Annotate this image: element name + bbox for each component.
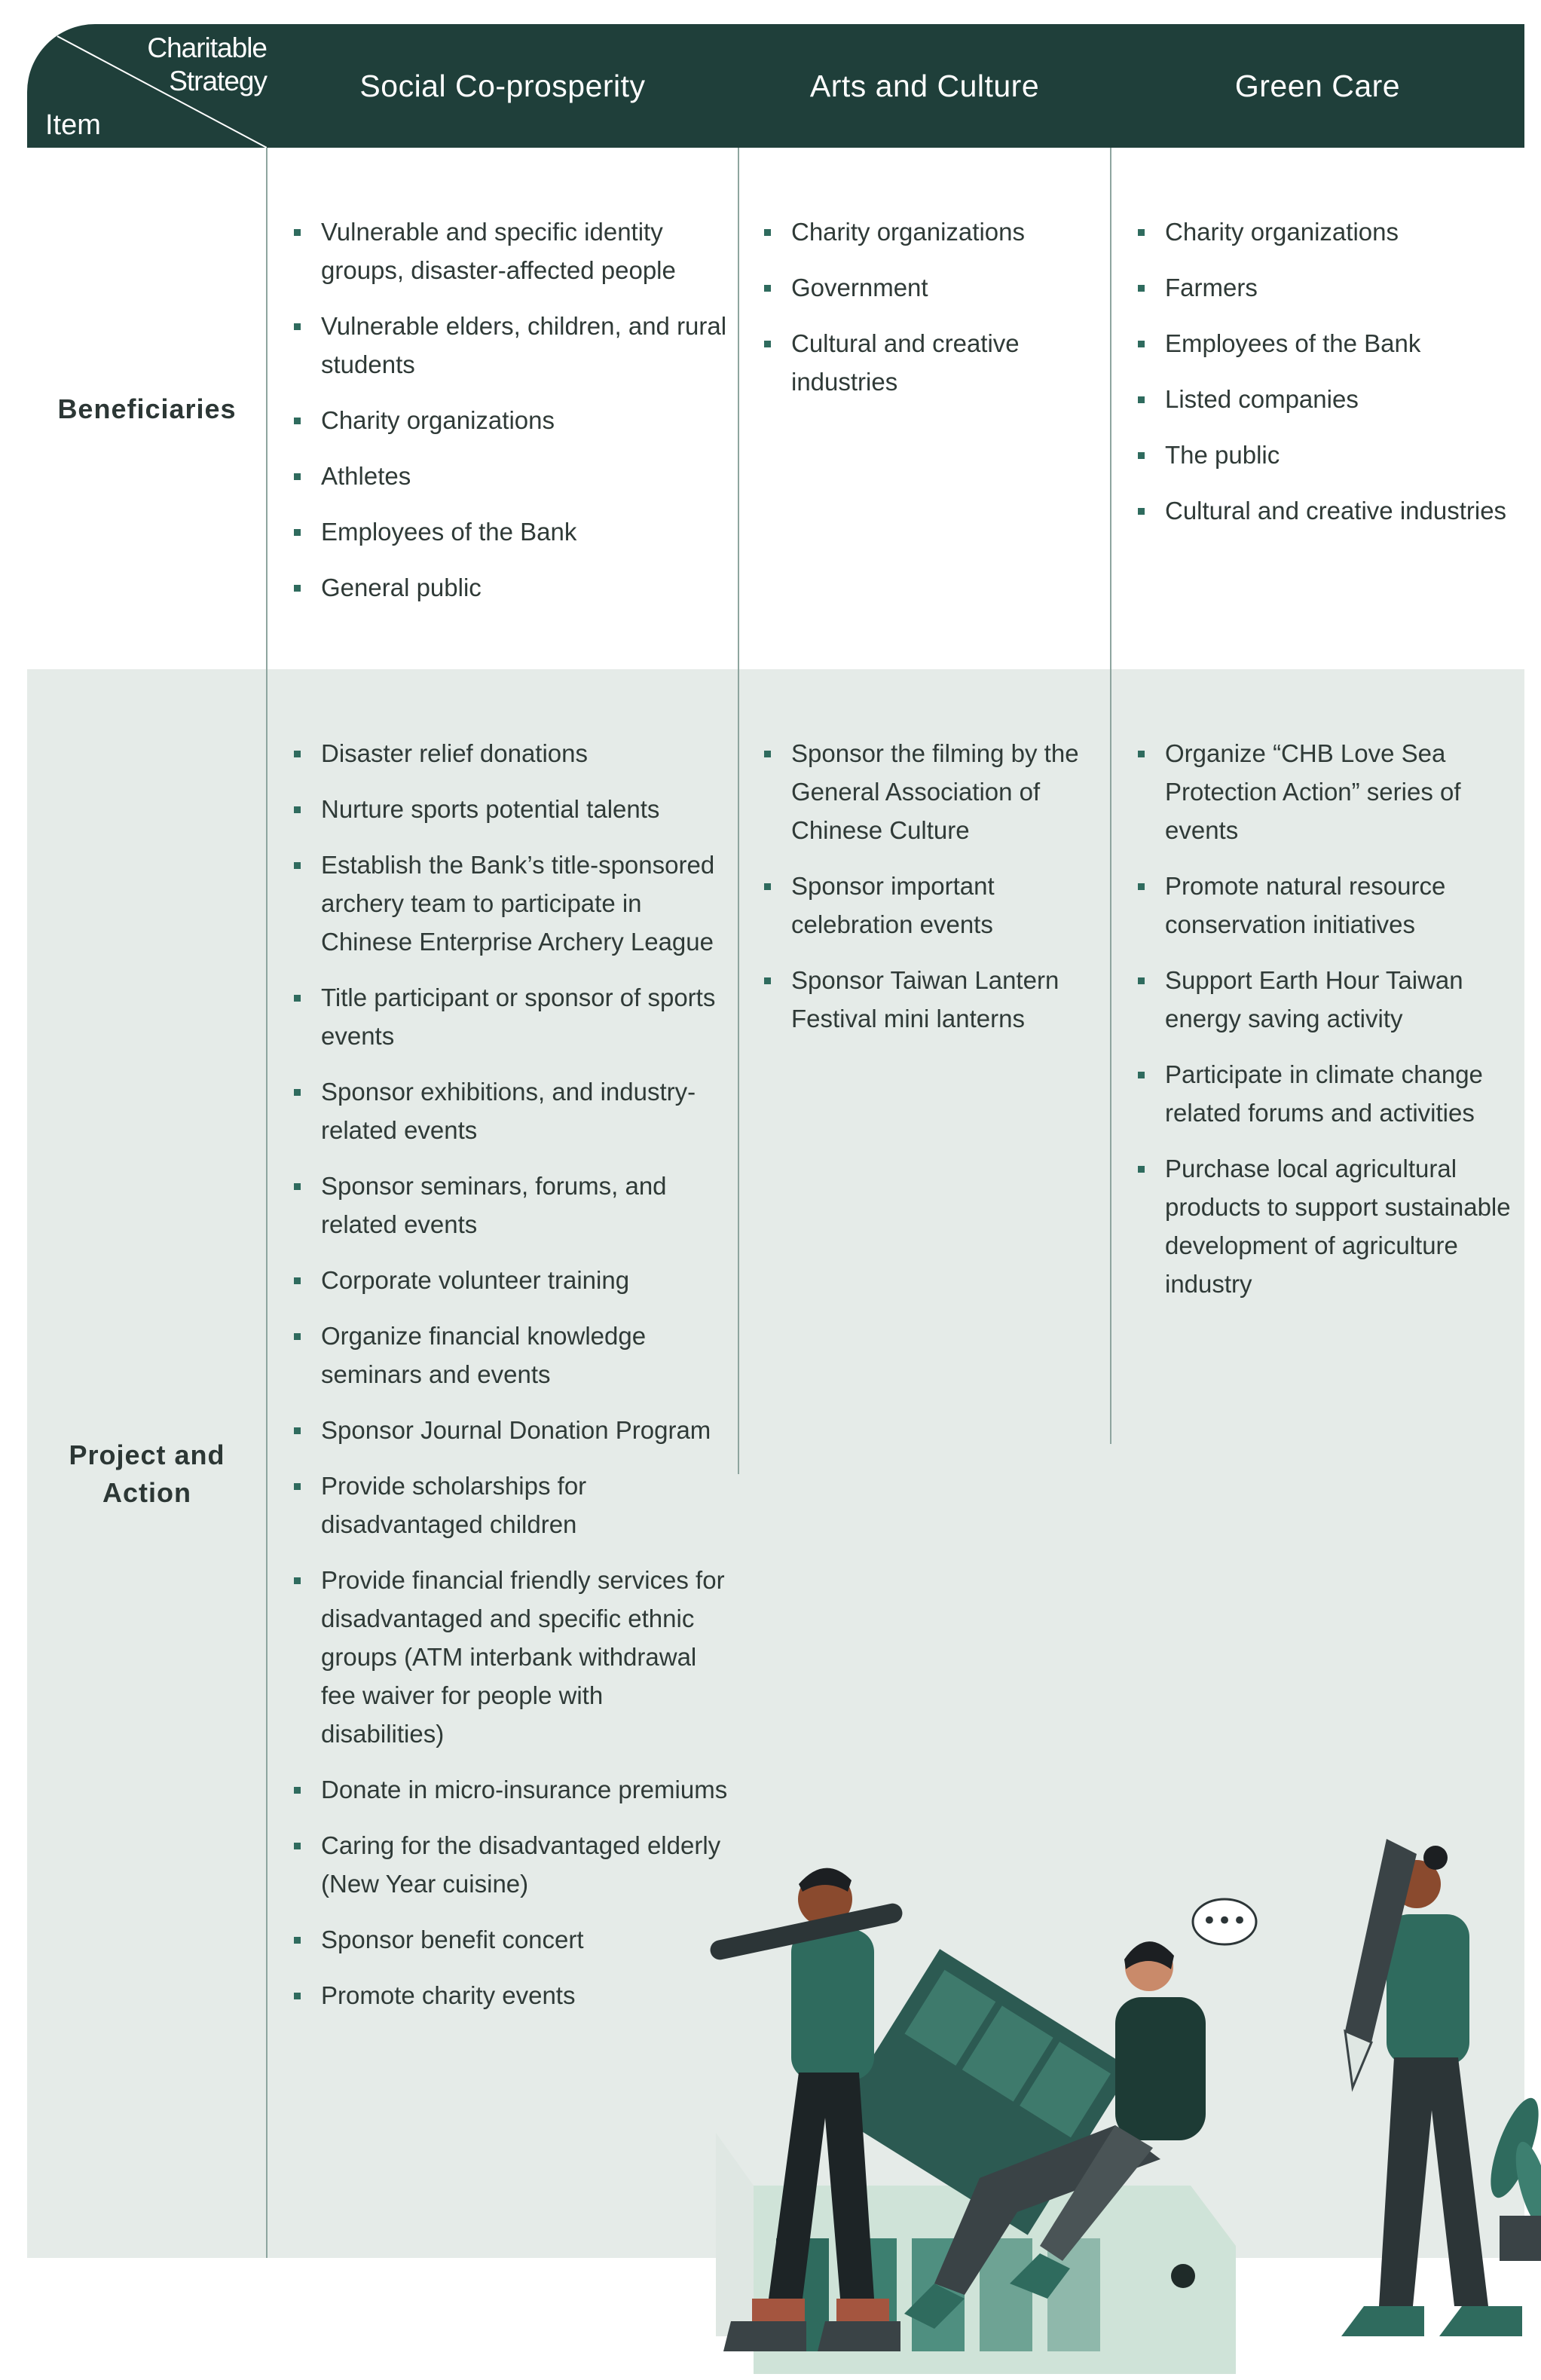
column-divider-2: [738, 148, 739, 1474]
corner-strategy-line2: Strategy: [169, 66, 267, 96]
list-item: [292, 401, 729, 439]
bullet-icon: [294, 1483, 301, 1490]
corner-item-label: Item: [45, 109, 101, 141]
bullet-icon: [294, 418, 301, 424]
list-item-text: Sponsor benefit concert: [321, 1926, 584, 1953]
list-item: [292, 978, 729, 1055]
bullet-icon: [294, 1577, 301, 1584]
bullet-icon: [294, 229, 301, 236]
bullet-icon: [294, 1333, 301, 1340]
row-label-project-line2: Action: [102, 1477, 191, 1508]
list-item-text: Employees of the Bank: [1165, 329, 1421, 357]
list-item: [1136, 380, 1513, 418]
list-item-text: Sponsor seminars, forums, and related events: [321, 1172, 667, 1238]
bullet-icon: [1138, 751, 1145, 757]
list-item-text: Listed companies: [1165, 385, 1359, 413]
list-item: [1136, 436, 1513, 474]
list-item-text: Charity organizations: [1165, 218, 1399, 246]
list-item-text: Establish the Bank’s title-sponsored archery team to participate in Chinese Enterprise Archery League: [321, 851, 715, 956]
list-item: [1136, 961, 1513, 1038]
project-green-list: [1136, 734, 1513, 1320]
bullet-icon: [1138, 1072, 1145, 1078]
bullet-icon: [294, 1277, 301, 1284]
list-item-text: Organize “CHB Love Sea Protection Action” series of events: [1165, 739, 1461, 844]
bullet-icon: [294, 1787, 301, 1794]
bullet-icon: [1138, 977, 1145, 984]
list-item-text: Sponsor important celebration events: [791, 872, 995, 938]
bullet-icon: [1138, 452, 1145, 459]
list-item: [292, 1561, 729, 1753]
bullet-icon: [294, 1089, 301, 1096]
list-item-text: Government: [791, 274, 928, 301]
bullet-icon: [764, 229, 771, 236]
bullet-icon: [294, 1843, 301, 1849]
bullet-icon: [294, 806, 301, 813]
list-item: [1136, 268, 1513, 307]
bullet-icon: [294, 529, 301, 536]
list-item-text: Organize financial knowledge seminars and events: [321, 1322, 647, 1388]
bullet-icon: [1138, 883, 1145, 890]
bullet-icon: [1138, 396, 1145, 403]
list-item-text: General public: [321, 574, 482, 601]
list-item: [1136, 491, 1513, 530]
bullet-icon: [294, 862, 301, 869]
list-item: [292, 1167, 729, 1244]
svg-text:•••: •••: [1201, 1906, 1248, 1936]
table-header: [27, 24, 1524, 148]
list-item: [292, 512, 729, 551]
bullet-icon: [294, 473, 301, 480]
list-item: [763, 867, 1102, 944]
list-item: [292, 1261, 729, 1299]
list-item: [292, 1317, 729, 1393]
list-item-text: Disaster relief donations: [321, 739, 589, 767]
beneficiaries-social-list: [292, 213, 729, 624]
list-item: [1136, 1055, 1513, 1132]
list-item-text: Provide financial friendly services for disadvantaged and specific ethnic groups (ATM interbank withdrawal fee waiver for people with disabilities): [321, 1566, 725, 1748]
list-item-text: Farmers: [1165, 274, 1258, 301]
column-divider-3: [1110, 148, 1111, 1444]
list-item-text: Support Earth Hour Taiwan energy saving activity: [1165, 966, 1463, 1032]
bullet-icon: [764, 341, 771, 347]
list-item: [1136, 867, 1513, 944]
bullet-icon: [764, 883, 771, 890]
beneficiaries-arts-list: [763, 213, 1102, 418]
list-item-text: Promote natural resource conservation initiatives: [1165, 872, 1446, 938]
list-item: [292, 734, 729, 772]
list-item: [1136, 734, 1513, 849]
list-item-text: Promote charity events: [321, 1981, 576, 2009]
list-item: [292, 568, 729, 607]
list-item-text: Title participant or sponsor of sports events: [321, 984, 716, 1050]
list-item: [1136, 1149, 1513, 1303]
row-label-project: [27, 1436, 267, 1512]
list-item: [763, 213, 1102, 251]
list-item: [763, 961, 1102, 1038]
list-item-text: Vulnerable and specific identity groups, disaster-affected people: [321, 218, 676, 284]
list-item: [292, 1411, 729, 1449]
list-item: [1136, 324, 1513, 363]
list-item-text: Sponsor Journal Donation Program: [321, 1416, 711, 1444]
list-item-text: Employees of the Bank: [321, 518, 577, 546]
list-item-text: Vulnerable elders, children, and rural students: [321, 312, 727, 378]
list-item-text: Charity organizations: [791, 218, 1025, 246]
row-label-project-line1: Project and: [69, 1439, 225, 1470]
bullet-icon: [294, 1183, 301, 1190]
project-arts-list: [763, 734, 1102, 1055]
column-divider-1: [266, 148, 268, 2258]
bullet-icon: [1138, 341, 1145, 347]
list-item: [292, 307, 729, 384]
list-item: [292, 790, 729, 828]
list-item-text: Nurture sports potential talents: [321, 795, 660, 823]
list-item-text: Corporate volunteer training: [321, 1266, 630, 1294]
list-item: [763, 268, 1102, 307]
bullet-icon: [764, 977, 771, 984]
beneficiaries-green-list: [1136, 213, 1513, 547]
corner-strategy-label: [116, 32, 267, 98]
list-item-text: The public: [1165, 441, 1280, 469]
list-item: [292, 213, 729, 289]
bullet-icon: [764, 285, 771, 292]
list-item-text: Participate in climate change related forums and activities: [1165, 1060, 1483, 1127]
person-with-fountain-pen-icon: [1341, 1839, 1522, 2336]
list-item-text: Purchase local agricultural products to support sustainable development of agriculture industry: [1165, 1155, 1511, 1298]
column-header-green: Green Care: [1234, 68, 1401, 103]
list-item-text: Charity organizations: [321, 406, 555, 434]
corner-strategy-line1: Charitable: [147, 32, 267, 63]
bullet-icon: [294, 1993, 301, 1999]
plant-icon: [1481, 2093, 1541, 2261]
bullet-icon: [1138, 508, 1145, 515]
column-header-social: Social Co-prosperity: [359, 68, 646, 103]
bullet-icon: [764, 751, 771, 757]
bullet-icon: [1138, 1166, 1145, 1173]
list-item: [292, 457, 729, 495]
list-item: [292, 846, 729, 961]
bullet-icon: [294, 323, 301, 330]
bullet-icon: [294, 751, 301, 757]
row-label-beneficiaries: Beneficiaries: [57, 393, 237, 424]
list-item-text: Caring for the disadvantaged elderly (New Year cuisine): [321, 1831, 721, 1898]
list-item-text: Cultural and creative industries: [791, 329, 1020, 396]
list-item-text: Sponsor the filming by the General Association of Chinese Culture: [791, 739, 1079, 844]
bullet-icon: [294, 1427, 301, 1434]
speech-bubble-icon: [1193, 1899, 1256, 1944]
list-item-text: Sponsor exhibitions, and industry-related events: [321, 1078, 696, 1144]
list-item: [1136, 213, 1513, 251]
column-header-arts: Arts and Culture: [809, 68, 1040, 103]
list-item-text: Provide scholarships for disadvantaged children: [321, 1472, 587, 1538]
bullet-icon: [294, 1937, 301, 1944]
list-item: [763, 324, 1102, 401]
list-item-text: Athletes: [321, 462, 411, 490]
list-item: [763, 734, 1102, 849]
bullet-icon: [1138, 229, 1145, 236]
corner-header-cell: [27, 24, 267, 148]
list-item-text: Donate in micro-insurance premiums: [321, 1776, 728, 1803]
bullet-icon: [294, 995, 301, 1002]
volunteers-illustration: [663, 1794, 1541, 2380]
bullet-icon: [1138, 285, 1145, 292]
list-item: [292, 1467, 729, 1543]
list-item-text: Sponsor Taiwan Lantern Festival mini lanterns: [791, 966, 1059, 1032]
list-item: [292, 1072, 729, 1149]
bullet-icon: [294, 585, 301, 592]
list-item-text: Cultural and creative industries: [1165, 497, 1507, 525]
